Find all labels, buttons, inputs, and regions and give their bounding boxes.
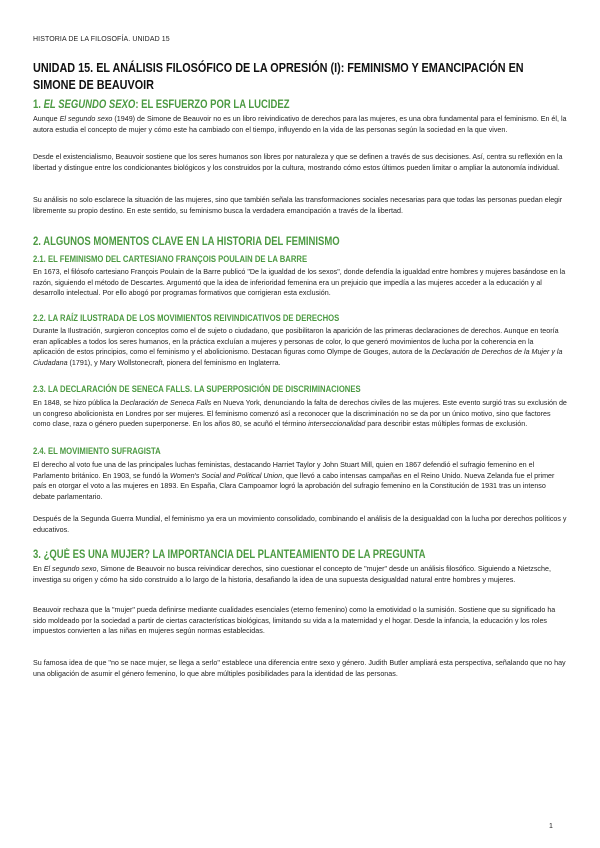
- page-title: UNIDAD 15. EL ANÁLISIS FILOSÓFICO DE LA OPRESIÓN (I): FEMINISMO Y EMANCIPACIÓN EN SIMONE DE BEAUVOIR: [33, 61, 524, 92]
- section-1-paragraph-2: Desde el existencialismo, Beauvoir sostiene que los seres humanos son libres por naturaleza y que se definen a través de sus decisiones. Así, centra su reflexión en la libertad y distingue entre los condicionantes biológicos y los construidos por la cultura, mostrando cómo estos últimos pueden limitar o ampliar la autonomía individual.: [33, 153, 563, 172]
- section-1-paragraph-3: Su análisis no solo esclarece la situación de las mujeres, sino que también señala las transformaciones sociales necesarias para que todas las personas puedan elegir libremente su propio destino. En este sentido, su feminismo busca la verdadera emancipación a través de la libertad.: [33, 196, 563, 215]
- section-2-3-paragraph: En 1848, se hizo pública la Declaración de Seneca Falls en Nueva York, denunciando la falta de derechos civiles de las mujeres. Este evento surgió tras su exclusión de un congreso abolicionista en Londres por ser mujeres. El feminismo comenzó así a reconocer que la discriminación no se da por un único motivo, sino que factores como clase, raza o género pueden superponerse. En los años 80, se acuñó el término interseccionalidad para describir estas múltiples formas de exclusión.: [33, 399, 567, 428]
- section-1-heading: 1. EL SEGUNDO SEXO: EL ESFUERZO POR LA LUCIDEZ: [33, 98, 290, 111]
- section-2-4-paragraph-2: Después de la Segunda Guerra Mundial, el feminismo ya era un movimiento consolidado, combinando el análisis de la desigualdad con la lucha por derechos políticos y educativos.: [33, 515, 567, 534]
- section-3-paragraph-3: Su famosa idea de que "no se nace mujer, se llega a serlo" establece una diferencia entre sexo y género. Judith Butler ampliará esta perspectiva, señalando que no hay una obligación de asumir el género femenino, lo que abre múltiples posibilidades para la identidad de las personas.: [33, 659, 566, 678]
- section-2-4-heading: 2.4. EL MOVIMIENTO SUFRAGISTA: [33, 445, 161, 456]
- section-3-heading: 3. ¿QUÉ ES UNA MUJER? LA IMPORTANCIA DEL PLANTEAMIENTO DE LA PREGUNTA: [33, 548, 426, 561]
- section-2-1-paragraph: En 1673, el filósofo cartesiano François Poulain de la Barre publicó "De la igualdad de los sexos", donde defendía la igualdad entre hombres y mujeres basándose en la razón, siguiendo el método de Descartes. Argumentó que la idea de inferioridad femenina era un prejuicio que impedía a las mujeres acceder a la educación y al desarrollo intelectual. Por ello abogó por programas formativos que corrigieran esta exclusión.: [33, 268, 566, 297]
- page-number: 1: [549, 823, 553, 830]
- section-3-paragraph-1: En El segundo sexo, Simone de Beauvoir no busca reivindicar derechos, sino cuestionar el concepto de "mujer" desde un análisis filosófico. Siguiendo a Nietzsche, investiga su origen y cómo ha sido construido a lo largo de la historia, desafiando la idea de una supuesta desigualdad natural entre hombres y mujeres.: [33, 565, 551, 584]
- section-2-4-paragraph-1: El derecho al voto fue una de las principales luchas feministas, destacando Harriet Taylor y John Stuart Mill, quien en 1867 defendió el sufragio femenino en el Parlamento británico. En 1903, se fundó la Women's Social and Political Union, que llevó a cabo intensas campañas en el Reino Unido. Nueva Zelanda fue el primer país en otorgar el voto a las mujeres en 1893. En España, Clara Campoamor logró la aprobación del sufragio femenino en la Constitución de 1931 tras un intenso debate parlamentario.: [33, 461, 555, 501]
- section-2-heading: 2. ALGUNOS MOMENTOS CLAVE EN LA HISTORIA DEL FEMINISMO: [33, 235, 340, 248]
- section-1-paragraph-1: Aunque El segundo sexo (1949) de Simone de Beauvoir no es un libro reivindicativo de derechos para las mujeres, es una obra fundamental para el feminismo. En él, la autora estudia el concepto de mujer y cómo este ha cambiado con el tiempo, influyendo en la vida de las personas según la sociedad en la que viven.: [33, 115, 567, 134]
- section-3-paragraph-2: Beauvoir rechaza que la "mujer" pueda definirse mediante cualidades esenciales (eterno femenino) como la emotividad o la sumisión. Sostiene que su significado ha sido moldeado por la sociedad a partir de ciertas características biológicas, limitando su vida a la maternidad y el hogar. Desde la infancia, la educación y los roles impuestos convierten a las niñas en mujeres según normas establecidas.: [33, 606, 556, 635]
- section-2-2-paragraph: Durante la Ilustración, surgieron conceptos como el de sujeto o ciudadano, que posibilitaron la aparición de las primeras declaraciones de derechos. Aunque en teoría eran aplicables a todos los seres humanos, en la práctica excluían a mujeres y personas de color, lo que generó movimientos de lucha por la coherencia en la aplicación de estos principios, como el feminismo y el abolicionismo. Destacan figuras como Olympe de Gouges, autora de la Declaración de Derechos de la Mujer y la Ciudadana (1791), y Mary Wollstonecraft, pionera del feminismo en Inglaterra.: [33, 327, 563, 367]
- section-2-2-heading: 2.2. LA RAÍZ ILUSTRADA DE LOS MOVIMIENTOS REIVINDICATIVOS DE DERECHOS: [33, 312, 340, 323]
- section-2-1-heading: 2.1. EL FEMINISMO DEL CARTESIANO FRANÇOIS POULAIN DE LA BARRE: [33, 253, 308, 264]
- section-2-3-heading: 2.3. LA DECLARACIÓN DE SENECA FALLS. LA SUPERPOSICIÓN DE DISCRIMINACIONES: [33, 383, 361, 394]
- running-header: HISTORIA DE LA FILOSOFÍA. UNIDAD 15: [33, 36, 170, 43]
